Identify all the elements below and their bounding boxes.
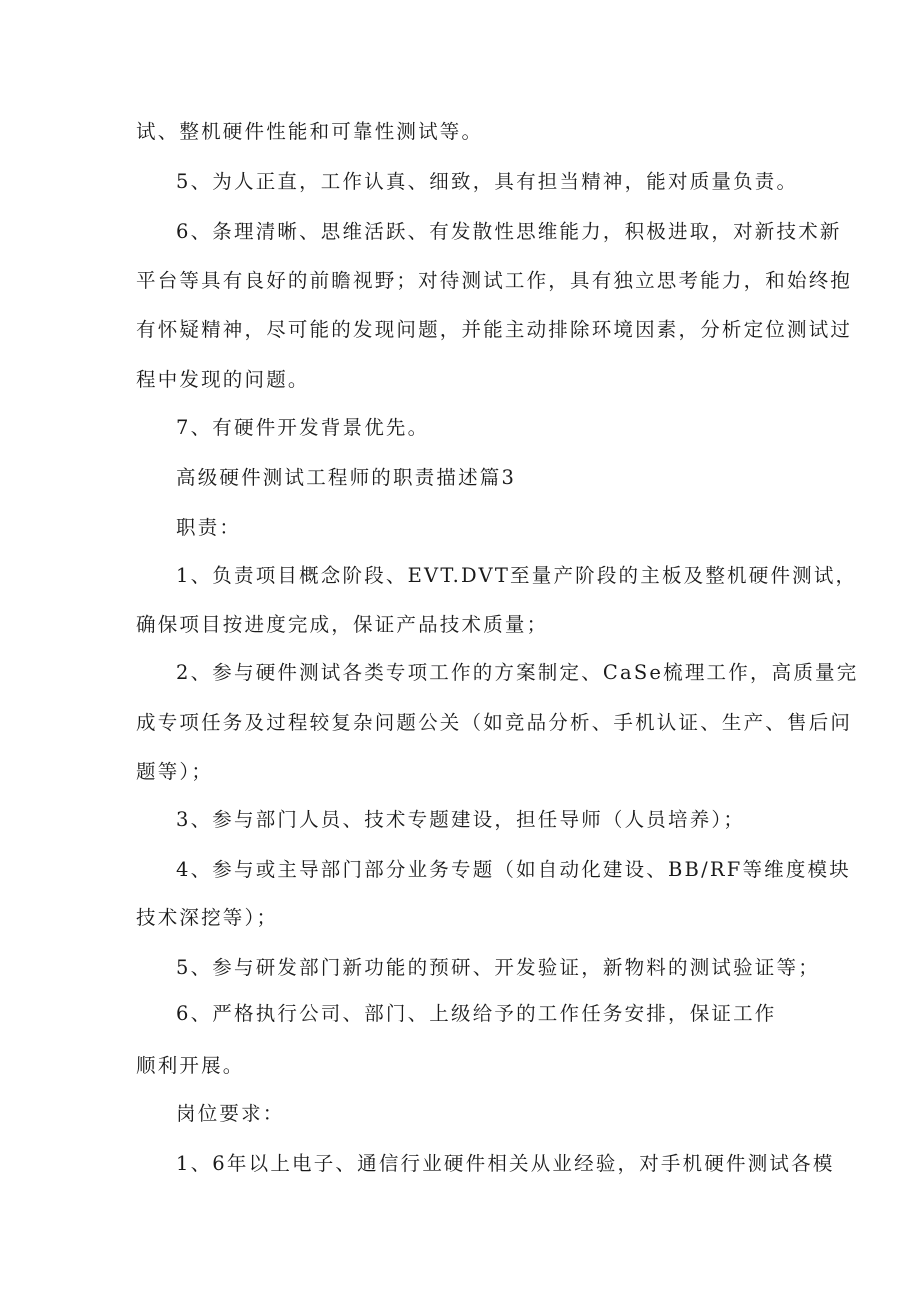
text-line: 题等）； <box>136 760 214 783</box>
text-line: 4、参与或主导部门部分业务专题（如自动化建设、BB/RF等维度模块 <box>176 858 851 881</box>
text-line: 6、条理清晰、思维活跃、有发散性思维能力，积极进取，对新技术新 <box>176 220 842 243</box>
subheading-requirements: 岗位要求： <box>176 1102 285 1125</box>
text-line: 1、6年以上电子、通信行业硬件相关从业经验，对手机硬件测试各模 <box>176 1152 835 1175</box>
text-line: 2、参与硬件测试各类专项工作的方案制定、CaSe梳理工作，高质量完 <box>176 661 859 684</box>
section-heading: 高级硬件测试工程师的职责描述篇3 <box>176 466 517 489</box>
text-line: 成专项任务及过程较复杂问题公关（如竞品分析、手机认证、生产、售后问 <box>136 711 853 734</box>
text-line: 5、为人正直，工作认真、细致，具有担当精神，能对质量负责。 <box>176 170 799 193</box>
text-line: 7、有硬件开发背景优先。 <box>176 416 430 439</box>
text-line: 有怀疑精神，尽可能的发现问题，并能主动排除环境因素，分析定位测试过 <box>136 318 853 341</box>
text-line: 平台等具有良好的前瞻视野；对待测试工作，具有独立思考能力，和始终抱 <box>136 269 853 292</box>
text-line: 确保项目按进度完成，保证产品技术质量； <box>136 613 549 636</box>
text-line: 技术深挖等）； <box>136 906 279 929</box>
text-line: 1、负责项目概念阶段、EVT.DVT至量产阶段的主板及整机硬件测试， <box>176 564 858 587</box>
text-line: 程中发现的问题。 <box>136 368 310 391</box>
text-line: 5、参与研发部门新功能的预研、开发验证，新物料的测试验证等； <box>176 956 820 979</box>
text-line: 3、参与部门人员、技术专题建设，担任导师（人员培养）； <box>176 808 746 831</box>
text-line: 试、整机硬件性能和可靠性测试等。 <box>136 120 484 143</box>
text-line: 顺利开展。 <box>136 1054 245 1077</box>
text-line: 6、严格执行公司、部门、上级给予的工作任务安排，保证工作 <box>176 1002 777 1025</box>
subheading-duties: 职责： <box>176 516 242 539</box>
